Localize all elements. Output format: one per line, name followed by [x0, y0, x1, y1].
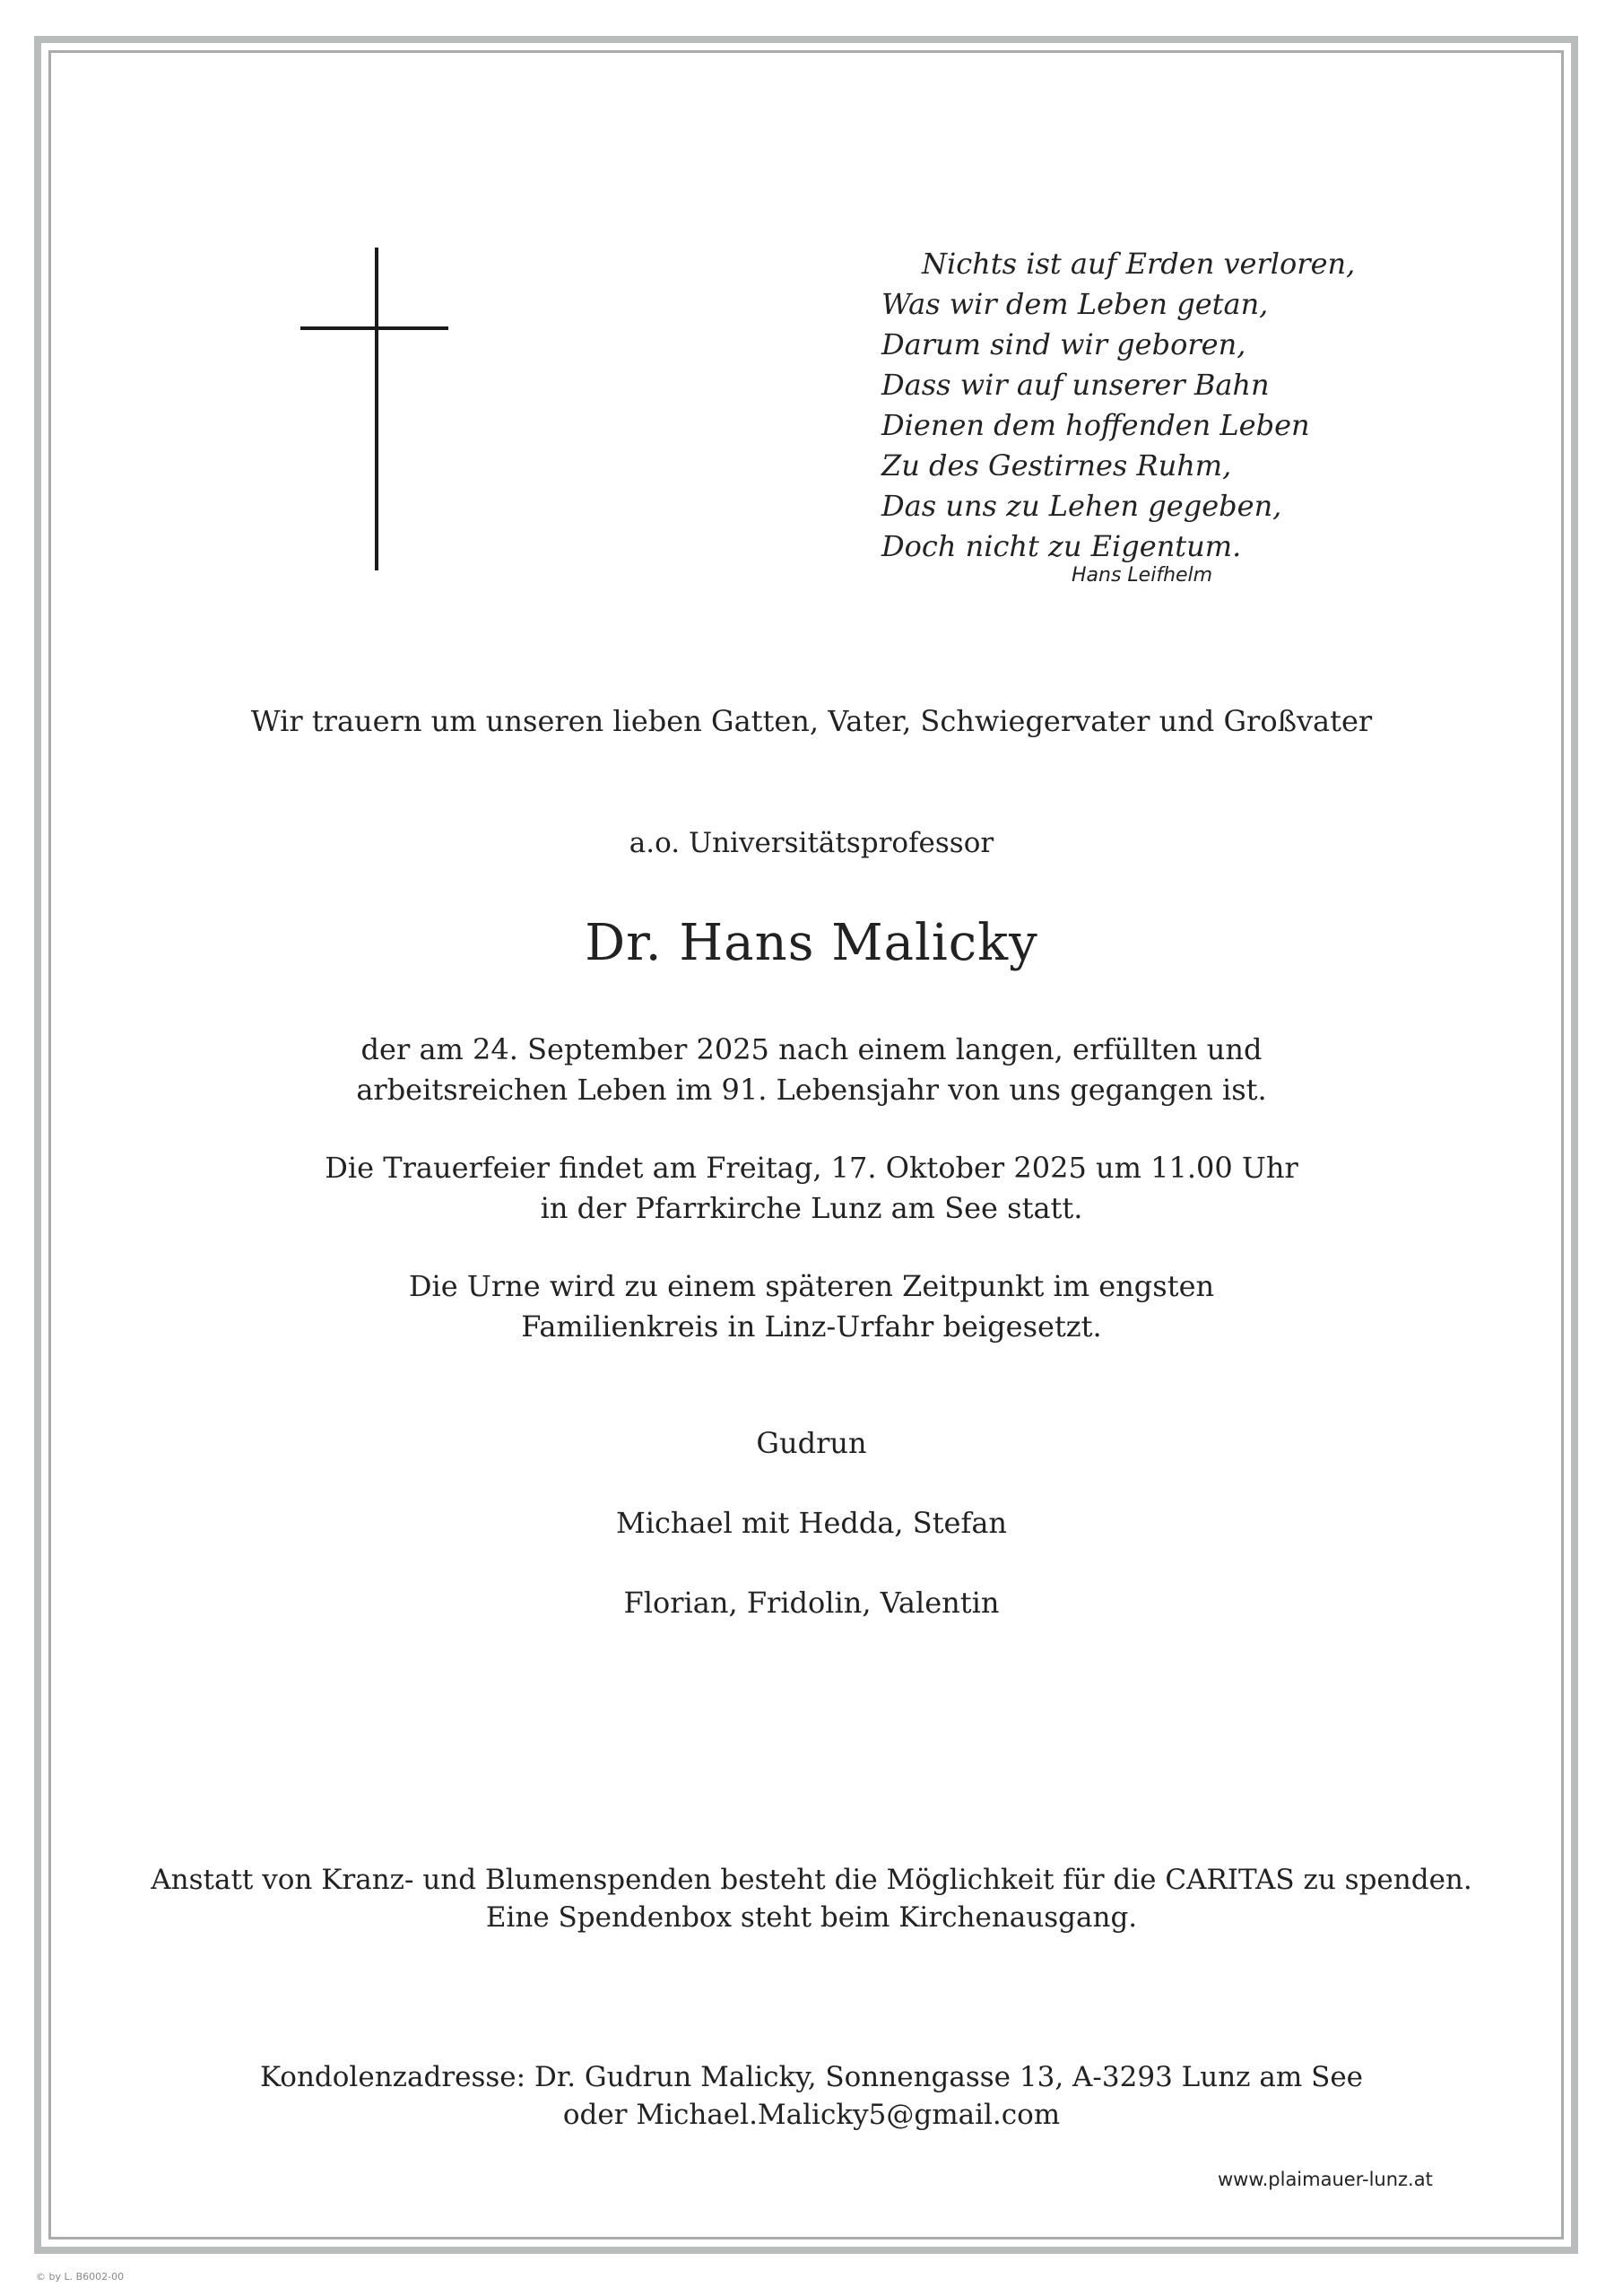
ceremony-info — [0, 1148, 1623, 1229]
poem-line: Dienen dem hoffenden Leben — [881, 408, 1310, 442]
website-link[interactable]: www.plaimauer-lunz.at — [1218, 2169, 1433, 2190]
donation-line: Eine Spendenbox steht beim Kirchenausgang. — [485, 1901, 1138, 1934]
urn-line: Familienkreis in Linz-Urfahr beigesetzt. — [521, 1309, 1102, 1344]
poem-line: Doch nicht zu Eigentum. — [881, 529, 1242, 563]
cross-icon-vertical — [375, 248, 378, 570]
deceased-title: a.o. Universitätsprofessor — [629, 827, 994, 859]
ceremony-line: in der Pfarrkirche Lunz am See statt. — [540, 1191, 1083, 1225]
deceased-name: Dr. Hans Malicky — [585, 914, 1038, 972]
death-info-line: der am 24. September 2025 nach einem langen, erfüllten und — [360, 1032, 1263, 1066]
poem-line: Darum sind wir geboren, — [881, 327, 1246, 361]
death-info-line: arbeitsreichen Leben im 91. Lebensjahr von uns gegangen ist. — [356, 1073, 1267, 1107]
address-line: Kondolenzadresse: Dr. Gudrun Malicky, Sonnengasse 13, A-3293 Lunz am See — [259, 2061, 1364, 2093]
condolence-address — [0, 2058, 1623, 2134]
mourner-line: Gudrun — [756, 1426, 867, 1460]
death-info — [0, 1030, 1623, 1110]
poem-line: Nichts ist auf Erden verloren, — [922, 247, 1356, 281]
poem-line: Zu des Gestirnes Ruhm, — [881, 448, 1232, 483]
mourner-line: Florian, Fridolin, Valentin — [623, 1586, 1000, 1620]
poem-line: Dass wir auf unserer Bahn — [881, 368, 1270, 402]
poem-line: Das uns zu Lehen gegeben, — [881, 489, 1282, 523]
address-line: oder Michael.Malicky5@gmail.com — [562, 2099, 1061, 2131]
donation-note — [0, 1861, 1623, 1936]
donation-line: Anstatt von Kranz- und Blumenspenden besteht die Möglichkeit für die CARITAS zu spenden. — [151, 1864, 1472, 1896]
poem-author: Hans Leifhelm — [1072, 564, 1213, 587]
mourner-line: Michael mit Hedda, Stefan — [615, 1506, 1008, 1540]
mourning-intro: Wir trauern um unseren lieben Gatten, Vater, Schwiegervater und Großvater — [250, 704, 1373, 738]
poem-line: Was wir dem Leben getan, — [881, 287, 1269, 321]
urn-line: Die Urne wird zu einem späteren Zeitpunkt im engsten — [408, 1269, 1215, 1303]
ceremony-line: Die Trauerfeier findet am Freitag, 17. Oktober 2025 um 11.00 Uhr — [325, 1151, 1298, 1185]
urn-info — [0, 1266, 1623, 1347]
footer-code: © by L. B6002-00 — [36, 2271, 125, 2283]
cross-icon-horizontal — [300, 326, 448, 330]
poem — [881, 244, 1455, 567]
